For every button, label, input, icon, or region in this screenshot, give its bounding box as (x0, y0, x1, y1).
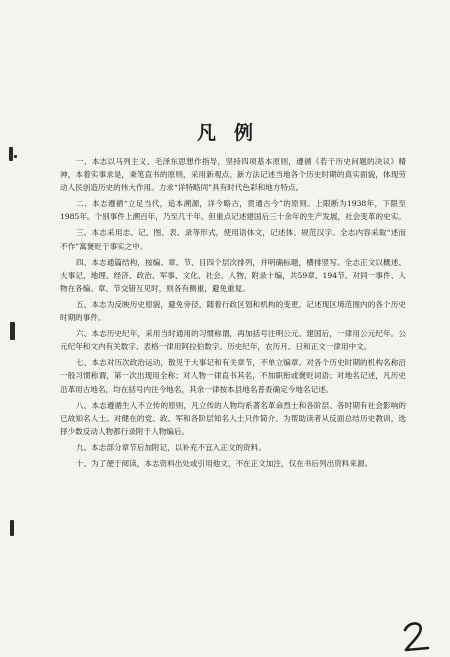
scan-mark-top (9, 147, 13, 161)
scan-mark-middle (10, 322, 15, 340)
paragraph-1: 一、本志以马列主义、毛泽东思想作指导，坚持四项基本原则，遵循《若干历史问题的决议》精神，本着实事求是，秉笔直书的原则，采用新观点、新方法记述当地各个历史时期的真实面貌，体现劳动人民创造历史的伟大作用。力求“详特略同”具有时代色彩和地方特点。 (60, 157, 406, 193)
document-body (60, 155, 406, 473)
scan-mark-top-dot (14, 155, 17, 158)
paragraph-9: 九、本志部分章节后加附记，以补充不宜入正文的资料。 (76, 442, 266, 452)
paragraph-8: 八、本志遵循生人不立传的原则，凡立传的人物均系著名革命烈士和各阶层、各时期有社会影响的已故知名人士。对健在的党、政、军和各阶层知名人士只作简介。为帮助读者从反面总结历史教训，选择少数反动人物都行录附于人物编后。 (60, 400, 406, 436)
paragraph-6: 六、本志历史纪年，采用当时通用的习惯称谓，再加括号注明公元。建国后，一律用公元纪年。公元纪年和文内有关数字、表格一律用阿拉伯数字。历史纪年，农历月、日和正文一律用中文。 (60, 329, 406, 352)
paragraph-10: 十、为了便于阅读，本志资料出处或引用他文，不在正文加注，仅在书后列出资料来源。 (76, 458, 373, 468)
paragraph-2: 二、本志遵循“立足当代，追本溯源，详今略古，贯通古今”的原则。上限断为1938年，下限至1985年。个别事件上溯百年，乃至几千年。但重点记述建国后三十余年的生产发展，社会变革的史实。 (60, 199, 406, 222)
scan-mark-bottom (10, 520, 14, 536)
paragraph-5: 五、本志为反映历史原貌，避免旁径，随着行政区划和机构的变更，记述现区境范围内的各个历史时期的事件。 (60, 299, 406, 323)
paragraph-7: 七、本志对历次政治运动，散见于大事记和有关章节，不单立编章。对各个历史时期的机构名称沿一般习惯称谓，第一次出现用全称；对人物一律直书其名，不加职衔或褒贬词语；对地名记述，凡历史沿革用古地名，均在括号内注今地名，其余一律按本县地名普查确定今地名记述。 (60, 358, 406, 394)
paragraph-3: 三、本志采用志、记、图、表、录等形式，使用语体文，记述体、规范汉字。全志内容采取“述而不作”寓褒贬于事实之中。 (60, 228, 406, 251)
paragraph-4: 四、本志通篇结构，按编、章、节、目四个层次排列，并明确标题，横排竖写。全志正文以概述、大事记、地理、经济、政治、军事、文化、社会、人物、附录十编，共59章、194节。对同一事件、人物在各编、章、节交错互见时，则各有侧重，避免重复。 (60, 257, 406, 293)
page-title: 凡例 (196, 122, 271, 144)
handwritten-page-number (398, 618, 434, 654)
